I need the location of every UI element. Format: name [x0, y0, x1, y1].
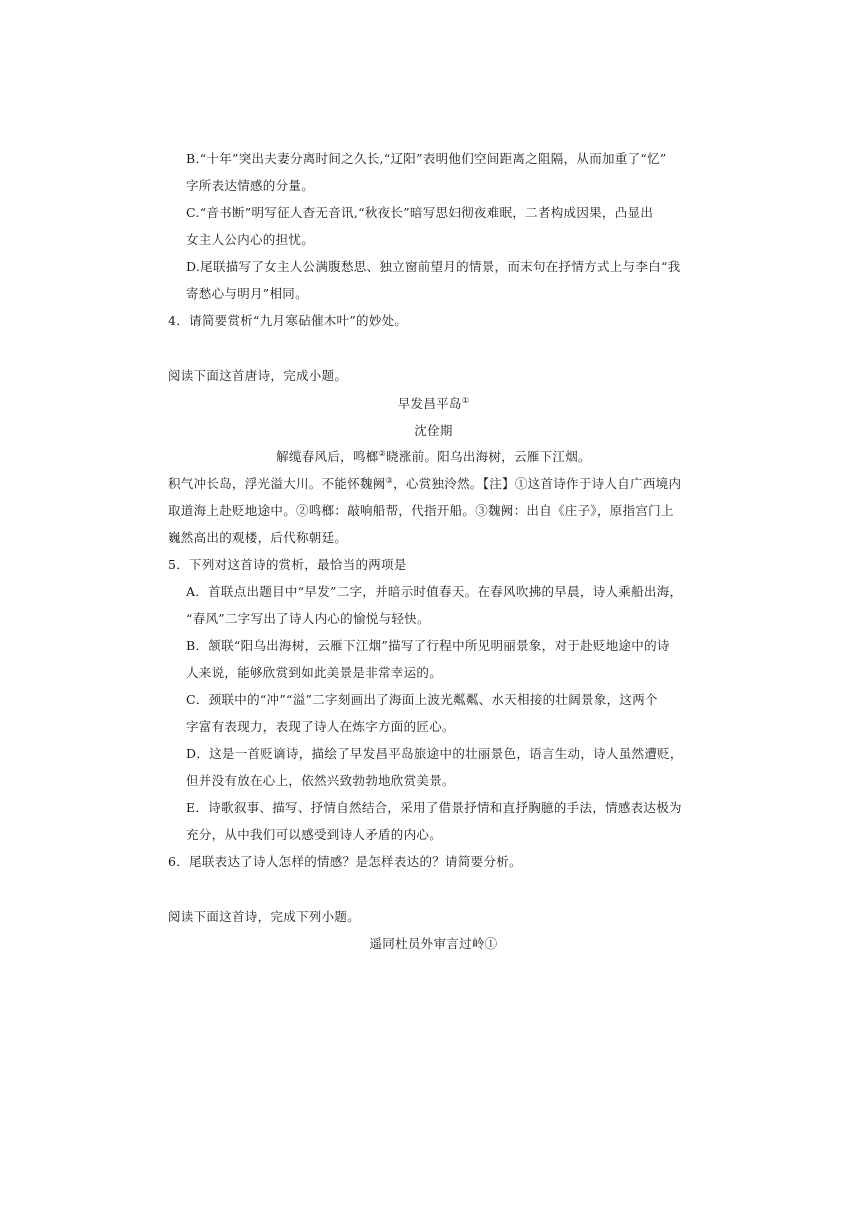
poem-note-line-2: 取道海上赴贬地途中。②鸣榔：敲响船帮，代指开船。③魏阙：出自《庄子》，原指宫门上 — [168, 503, 674, 518]
q5-option-c-line2: 字富有表现力，表现了诗人在炼字方面的匠心。 — [186, 719, 455, 734]
q3-option-c-line1: C.“音书断”明写征人杳无音讯,“秋夜长”暗写思妇彻夜难眠，二者构成因果，凸显出 — [186, 205, 654, 220]
q5-option-e-line2: 充分，从中我们可以感受到诗人矛盾的内心。 — [186, 827, 443, 842]
q5-option-b-line1: B．颔联“阳乌出海树，云雁下江烟”描写了行程中所见明丽景象，对于赴贬地途中的诗 — [186, 638, 670, 653]
section2-intro: 阅读下面这首唐诗，完成小题。 — [168, 368, 348, 383]
question-4: 4．请简要赏析“九月寒砧催木叶”的妙处。 — [168, 313, 408, 328]
poem-line1-footnote: ② — [378, 448, 387, 458]
q5-option-a-line2: “春风”二字写出了诗人内心的愉悦与轻快。 — [186, 611, 430, 626]
poem-author: 沈佺期 — [414, 423, 453, 438]
poem-line-1: 解缆春风后，鸣榔②晓涨前。阳乌出海树，云雁下江烟。 — [276, 448, 591, 464]
poem-line-2: 积气冲长岛，浮光溢大川。不能怀魏阙③，心赏独泠然。【注】①这首诗作于诗人自广西境内 — [168, 475, 682, 491]
question-6: 6．尾联表达了诗人怎样的情感？是怎样表达的？请简要分析。 — [168, 854, 522, 869]
q3-option-c-line2: 女主人公内心的担忧。 — [186, 232, 315, 247]
question-5: 5．下列对这首诗的赏析，最恰当的两项是 — [168, 557, 407, 572]
q3-option-d-line2: 寄愁心与明月”相同。 — [186, 286, 308, 301]
q5-option-d-line1: D．这是一首贬谪诗，描绘了早发昌平岛旅途中的壮丽景色，语言生动，诗人虽然遭贬， — [186, 746, 683, 761]
q5-option-a-line1: A．首联点出题目中“早发”二字，并暗示时值春天。在春风吹拂的早晨，诗人乘船出海， — [186, 584, 683, 599]
q5-option-d-line2: 但并没有放在心上，依然兴致勃勃地欣赏美景。 — [186, 773, 455, 788]
q5-option-c-line1: C．颈联中的“冲”“溢”二字刻画出了海面上波光粼粼、水天相接的壮阔景象，这两个 — [186, 692, 658, 707]
q5-option-b-line2: 人来说，能够欣赏到如此美景是非常幸运的。 — [186, 665, 443, 680]
q3-option-d-line1: D.尾联描写了女主人公满腹愁思、独立窗前望月的情景，而末句在抒情方式上与李白“我 — [186, 259, 681, 274]
section3-intro: 阅读下面这首诗，完成下列小题。 — [168, 909, 361, 924]
q5-option-e-line1: E．诗歌叙事、描写、抒情自然结合，采用了借景抒情和直抒胸臆的手法，情感表达极为 — [186, 800, 682, 815]
poem-line2-footnote: ③ — [385, 475, 394, 485]
poem-title: 早发昌平岛① — [397, 395, 470, 411]
q3-option-b-line2: 字所表达情感的分量。 — [186, 178, 315, 193]
poem-note-line-3: 巍然高出的观楼，后代称朝廷。 — [168, 530, 348, 545]
poem-title-footnote: ① — [461, 395, 470, 405]
section3-poem-title: 遥同杜员外审言过岭① — [369, 936, 498, 951]
q3-option-b-line1: B.“十年”突出夫妻分离时间之久长,“辽阳”表明他们空间距离之阻隔，从而加重了“忆” — [186, 151, 667, 166]
